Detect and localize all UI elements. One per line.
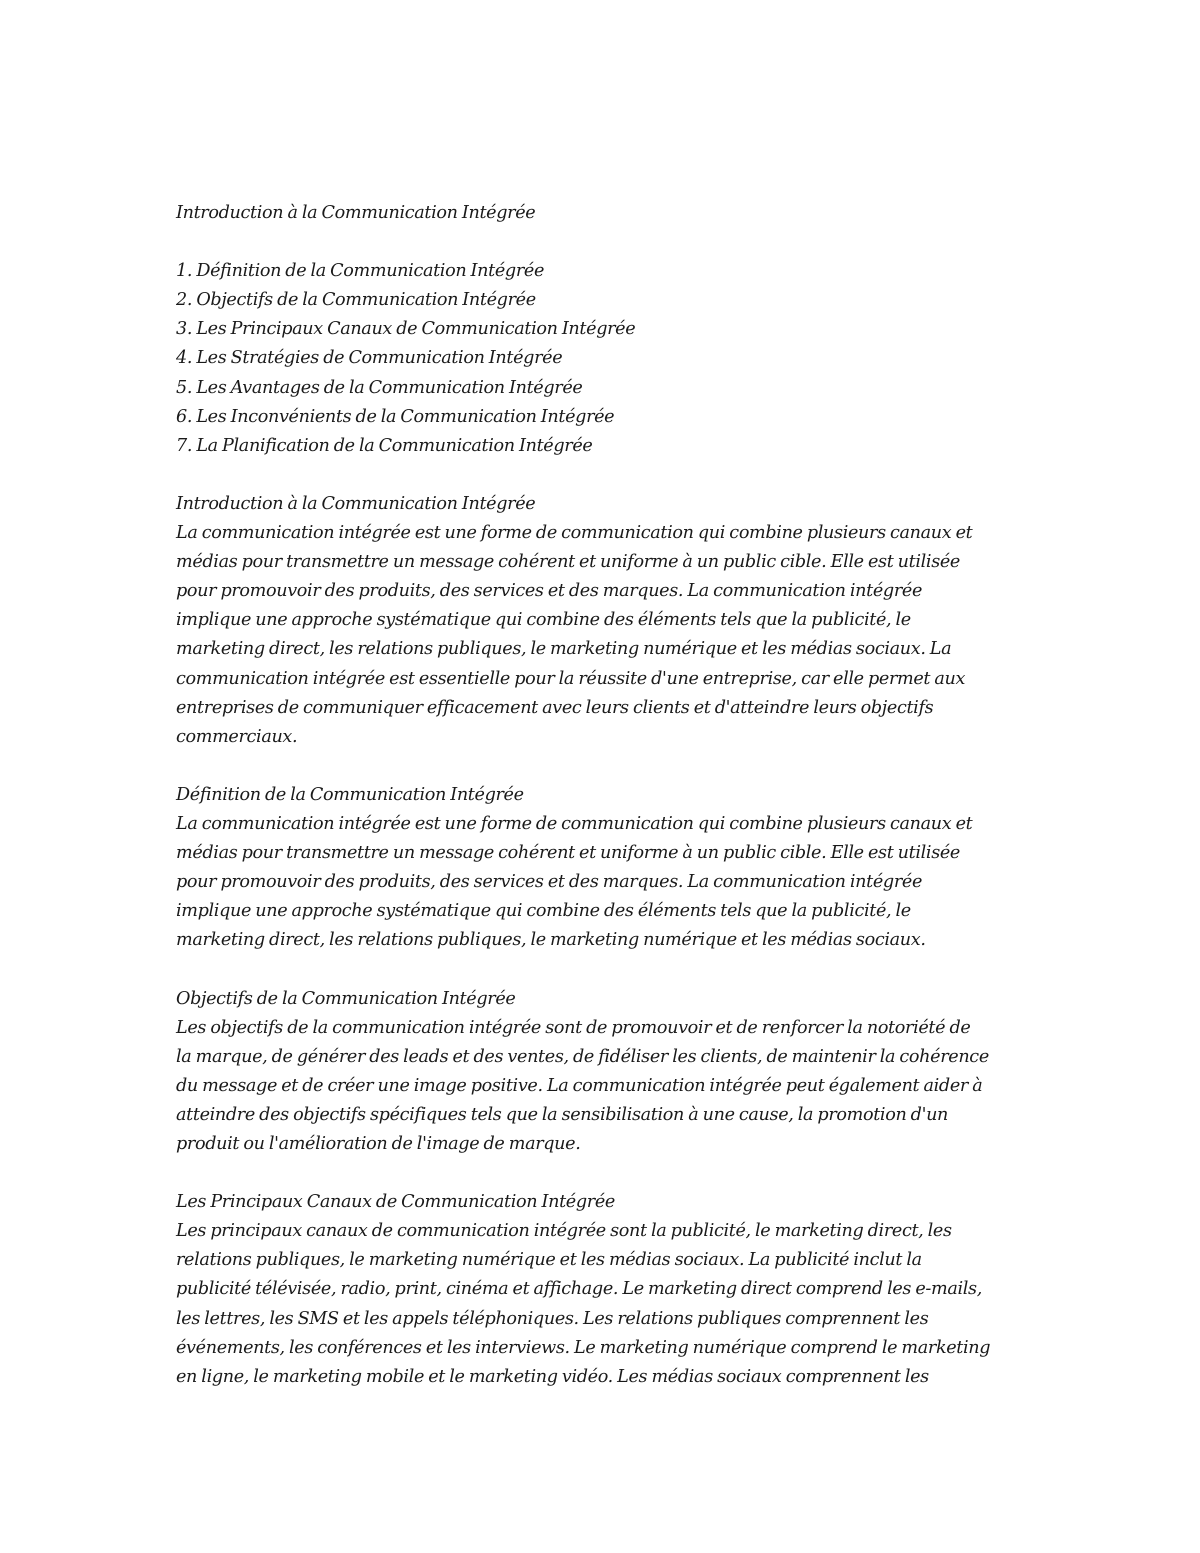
section-heading: Objectifs de la Communication Intégrée xyxy=(176,988,516,1009)
section-introduction xyxy=(176,490,1036,752)
paragraph-line: implique une approche systématique qui combine des éléments tels que la publicité, le xyxy=(176,901,911,922)
paragraph-line: pour promouvoir des produits, des services et des marques. La communication intégrée xyxy=(176,581,923,602)
paragraph-line: commerciaux. xyxy=(176,726,298,747)
paragraph-line: événements, les conférences et les interviews. Le marketing numérique comprend le marketing xyxy=(176,1337,991,1358)
spacer xyxy=(176,1159,1036,1188)
paragraph-line: communication intégrée est essentielle pour la réussite d'une entreprise, car elle permet aux xyxy=(176,668,966,689)
toc-item: 6. Les Inconvénients de la Communication Intégrée xyxy=(176,406,615,427)
paragraph-line: médias pour transmettre un message cohérent et uniforme à un public cible. Elle est utilisée xyxy=(176,552,960,573)
paragraph-line: La communication intégrée est une forme de communication qui combine plusieurs canaux et xyxy=(176,813,973,834)
paragraph-line: la marque, de générer des leads et des ventes, de fidéliser les clients, de maintenir la cohérence xyxy=(176,1046,989,1067)
paragraph-line: Les objectifs de la communication intégrée sont de promouvoir et de renforcer la notoriété de xyxy=(176,1017,971,1038)
paragraph-line: La communication intégrée est une forme de communication qui combine plusieurs canaux et xyxy=(176,523,973,544)
toc-item: 1. Définition de la Communication Intégrée xyxy=(176,261,545,282)
section-canaux xyxy=(176,1188,1036,1392)
document-title: Introduction à la Communication Intégrée xyxy=(176,203,536,223)
section-objectifs xyxy=(176,985,1036,1160)
toc-item: 3. Les Principaux Canaux de Communication Intégrée xyxy=(176,319,636,340)
section-heading: Définition de la Communication Intégrée xyxy=(176,784,524,805)
table-of-contents xyxy=(176,257,1036,461)
paragraph-line: publicité télévisée, radio, print, cinéma et affichage. Le marketing direct comprend les e-mails, xyxy=(176,1279,982,1300)
spacer xyxy=(176,955,1036,984)
section-heading: Introduction à la Communication Intégrée xyxy=(176,493,536,514)
document-page xyxy=(176,199,1036,1392)
section-heading: Les Principaux Canaux de Communication Intégrée xyxy=(176,1192,615,1213)
spacer xyxy=(176,461,1036,490)
paragraph-line: médias pour transmettre un message cohérent et uniforme à un public cible. Elle est utilisée xyxy=(176,843,960,864)
paragraph-line: en ligne, le marketing mobile et le marketing vidéo. Les médias sociaux comprennent les xyxy=(176,1366,929,1387)
spacer xyxy=(176,228,1036,257)
paragraph-line: entreprises de communiquer efficacement avec leurs clients et d'atteindre leurs objectifs xyxy=(176,697,934,718)
paragraph-line: atteindre des objectifs spécifiques tels que la sensibilisation à une cause, la promotion d'un xyxy=(176,1104,949,1125)
paragraph-line: marketing direct, les relations publiques, le marketing numérique et les médias sociaux. La xyxy=(176,639,952,660)
paragraph-line: relations publiques, le marketing numérique et les médias sociaux. La publicité inclut la xyxy=(176,1250,922,1271)
paragraph-line: pour promouvoir des produits, des services et des marques. La communication intégrée xyxy=(176,872,923,893)
paragraph-line: implique une approche systématique qui combine des éléments tels que la publicité, le xyxy=(176,610,911,631)
paragraph-line: Les principaux canaux de communication intégrée sont la publicité, le marketing direct, les xyxy=(176,1221,952,1242)
paragraph-line: les lettres, les SMS et les appels téléphoniques. Les relations publiques comprennent les xyxy=(176,1308,929,1329)
paragraph-line: produit ou l'amélioration de l'image de marque. xyxy=(176,1134,581,1154)
toc-item: 5. Les Avantages de la Communication Intégrée xyxy=(176,377,583,398)
paragraph-line: du message et de créer une image positive. La communication intégrée peut également aider à xyxy=(176,1075,983,1096)
paragraph-line: marketing direct, les relations publiques, le marketing numérique et les médias sociaux. xyxy=(176,930,926,951)
toc-item: 2. Objectifs de la Communication Intégrée xyxy=(176,290,536,311)
spacer xyxy=(176,752,1036,781)
section-definition xyxy=(176,781,1036,956)
toc-item: 4. Les Stratégies de Communication Intégrée xyxy=(176,348,563,369)
toc-item: 7. La Planification de la Communication Intégrée xyxy=(176,435,593,456)
